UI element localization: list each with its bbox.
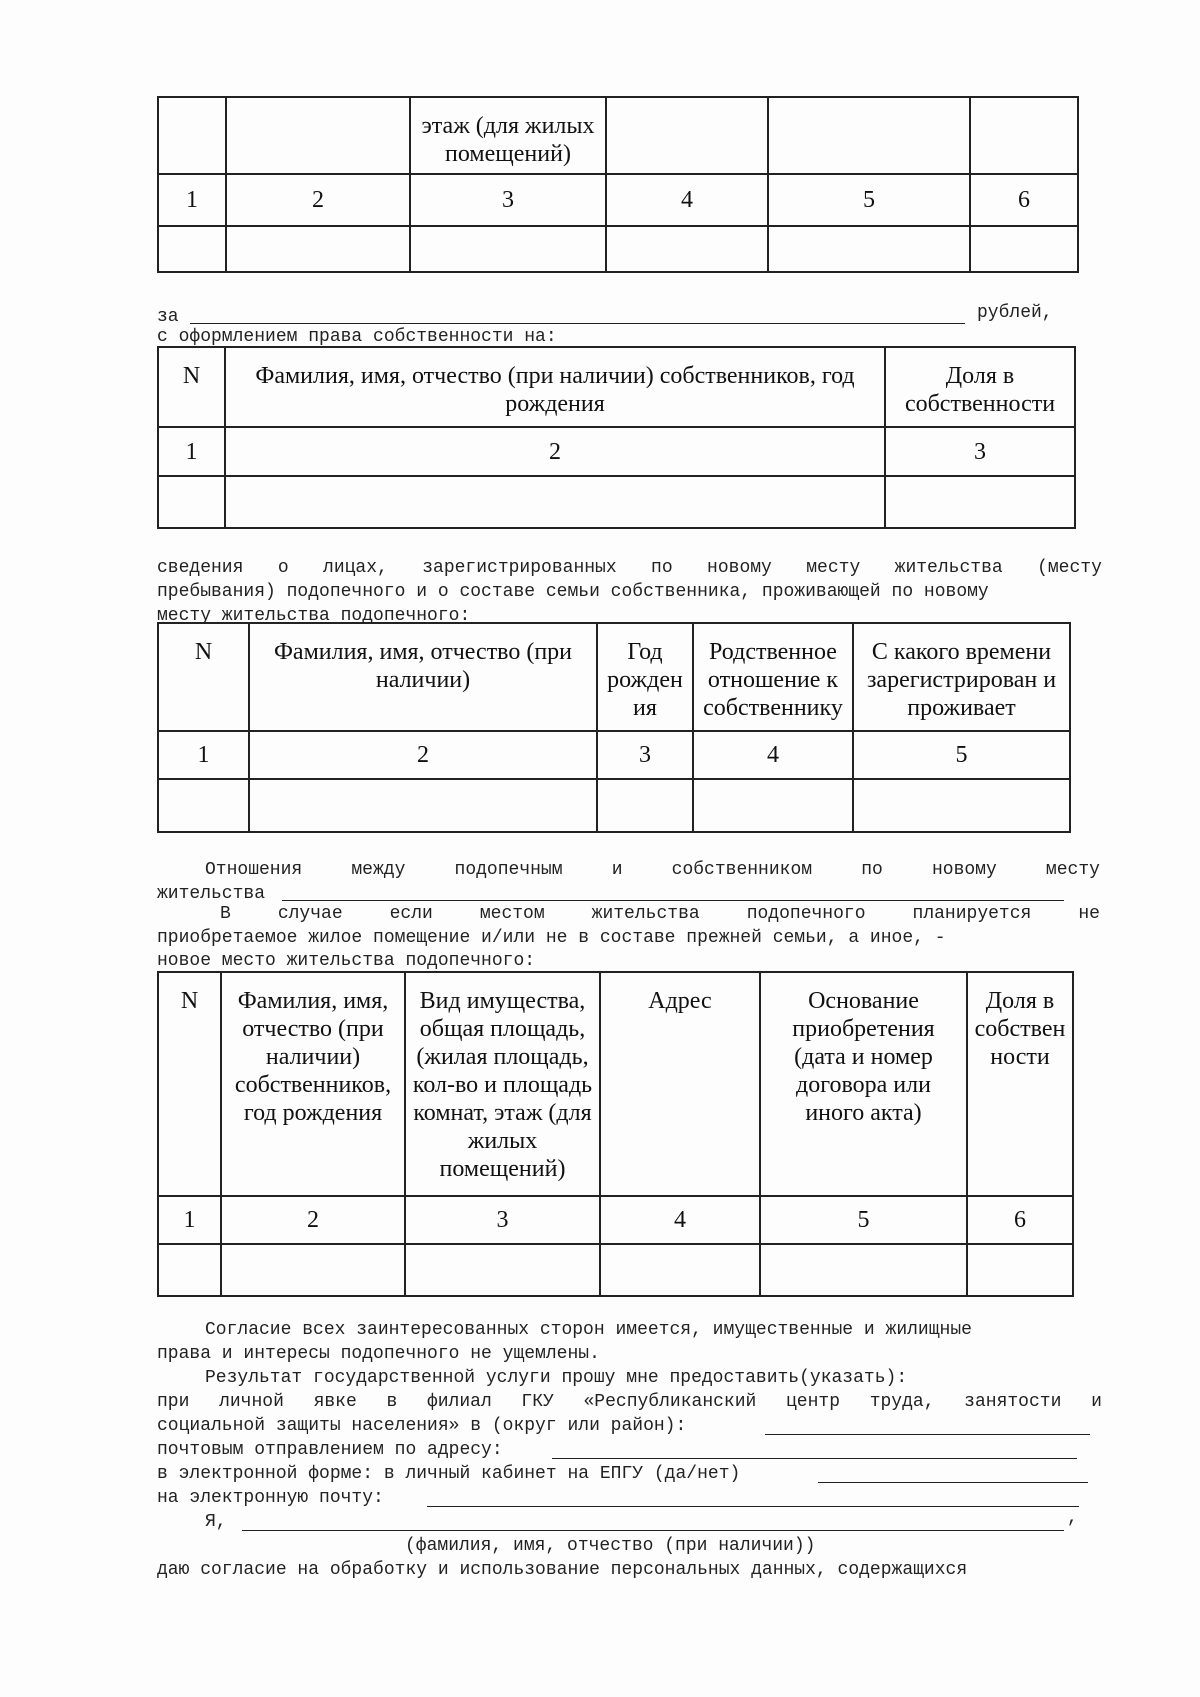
t4-empty-cell[interactable] <box>158 1244 221 1296</box>
word: (месту <box>1037 558 1102 578</box>
t1-empty-cell[interactable] <box>768 226 970 272</box>
t3-col-number: 2 <box>249 731 597 779</box>
t3-header-fio: Фамилия, имя, отчество (при наличии) <box>249 623 597 731</box>
word: явке <box>313 1392 357 1412</box>
word: при <box>157 1392 190 1412</box>
case-line2: приобретаемое жилое помещение и/или не в составе прежней семьи, а иное, - <box>157 928 946 948</box>
t3-empty-cell[interactable] <box>853 779 1070 832</box>
t3-col-number: 5 <box>853 731 1070 779</box>
word: зарегистрированных <box>422 558 617 578</box>
i-label: Я, <box>205 1512 227 1532</box>
t4-empty-cell[interactable] <box>600 1244 760 1296</box>
case-line1 <box>220 904 1100 924</box>
word: В <box>220 904 231 924</box>
word: жительства <box>894 558 1003 578</box>
word: по <box>651 558 673 578</box>
t3-header-year: Год рожден ия <box>597 623 693 731</box>
word: о <box>277 558 289 578</box>
t4-header-property: Вид имущества, общая площадь, (жилая площадь, кол-во и площадь комнат, этаж (для жилых помещений) <box>405 972 600 1196</box>
t1-col-number: 6 <box>970 174 1078 226</box>
t3-empty-cell[interactable] <box>597 779 693 832</box>
price-prefix: за <box>157 307 179 327</box>
epgu-field[interactable] <box>818 1482 1088 1483</box>
t2-empty-cell[interactable] <box>225 476 885 528</box>
registered-intro-line2: пребывания) подопечного и о составе семьи собственника, проживающей по новому <box>157 582 989 602</box>
t4-header-address: Адрес <box>600 972 760 1196</box>
t2-header-n: N <box>158 347 225 427</box>
word: центр <box>786 1392 841 1412</box>
district-field[interactable] <box>765 1434 1090 1435</box>
t3-header-since: С какого времени зарегистрирован и проживает <box>853 623 1070 731</box>
t1-empty-cell[interactable] <box>226 226 410 272</box>
word: не <box>1078 904 1100 924</box>
t1-head-col3: этаж (для жилых помещений) <box>410 97 606 174</box>
registered-persons-table <box>157 622 1071 833</box>
t4-empty-cell[interactable] <box>221 1244 405 1296</box>
fio-field[interactable] <box>242 1530 1064 1531</box>
word: случае <box>277 904 343 924</box>
relations-line2: жительства <box>157 884 266 904</box>
t4-col-number: 4 <box>600 1196 760 1244</box>
t2-col-number: 3 <box>885 427 1075 476</box>
fio-caption: (фамилия, имя, отчество (при наличии)) <box>405 1536 816 1556</box>
t4-header-share: Доля в собствен ности <box>967 972 1073 1196</box>
t3-col-number: 1 <box>158 731 249 779</box>
t3-col-number: 4 <box>693 731 853 779</box>
email-line: на электронную почту: <box>157 1488 384 1508</box>
word: жительства <box>591 904 700 924</box>
word: сведения <box>157 558 244 578</box>
t1-col-number: 2 <box>226 174 410 226</box>
case-line3: новое место жительства подопечного: <box>157 951 536 971</box>
t4-empty-cell[interactable] <box>760 1244 967 1296</box>
t1-col-number: 5 <box>768 174 970 226</box>
word: подопечным <box>454 860 563 880</box>
consent-line2: права и интересы подопечного не ущемлены. <box>157 1344 600 1364</box>
t4-col-number: 1 <box>158 1196 221 1244</box>
t4-empty-cell[interactable] <box>405 1244 600 1296</box>
agree-line: даю согласие на обработку и использование персональных данных, содержащихся <box>157 1560 968 1580</box>
relations-line1 <box>205 860 1100 880</box>
t2-empty-cell[interactable] <box>158 476 225 528</box>
word: личной <box>219 1392 284 1412</box>
t1-head-cell <box>606 97 768 174</box>
new-residence-table <box>157 971 1074 1297</box>
property-table-continued <box>157 96 1079 273</box>
social-line: социальной защиты населения» в (округ или район): <box>157 1416 687 1436</box>
word: месту <box>806 558 861 578</box>
t4-header-n: N <box>158 972 221 1196</box>
t4-empty-cell[interactable] <box>967 1244 1073 1296</box>
t4-col-number: 3 <box>405 1196 600 1244</box>
t3-empty-cell[interactable] <box>158 779 249 832</box>
word: планируется <box>912 904 1032 924</box>
t4-col-number: 6 <box>967 1196 1073 1244</box>
t1-head-cell <box>226 97 410 174</box>
t3-empty-cell[interactable] <box>249 779 597 832</box>
t3-header-n: N <box>158 623 249 731</box>
t2-header-fio: Фамилия, имя, отчество (при наличии) собственников, год рождения <box>225 347 885 427</box>
t1-empty-cell[interactable] <box>158 226 226 272</box>
t3-col-number: 3 <box>597 731 693 779</box>
word: лицах, <box>323 558 388 578</box>
t4-col-number: 5 <box>760 1196 967 1244</box>
word: подопечного <box>746 904 866 924</box>
word: новому <box>931 860 997 880</box>
consent-line1: Согласие всех заинтересованных сторон имеется, имущественные и жилищные <box>205 1320 972 1340</box>
t1-head-cell <box>970 97 1078 174</box>
word: по <box>861 860 883 880</box>
t2-empty-cell[interactable] <box>885 476 1075 528</box>
t4-header-basis: Основание приобретения (дата и номер договора или иного акта) <box>760 972 967 1196</box>
registered-intro-line1 <box>157 558 1102 578</box>
owners-table <box>157 346 1076 529</box>
i-suffix: , <box>1067 1508 1078 1528</box>
t4-header-fio: Фамилия, имя, отчество (при наличии) собственников, год рождения <box>221 972 405 1196</box>
word: если <box>389 904 433 924</box>
t1-empty-cell[interactable] <box>410 226 606 272</box>
t2-col-number: 2 <box>225 427 885 476</box>
word: Отношения <box>205 860 303 880</box>
ownership-intro: с оформлением права собственности на: <box>157 327 557 347</box>
email-field[interactable] <box>427 1506 1079 1507</box>
word: труда, <box>869 1392 935 1412</box>
t1-empty-cell[interactable] <box>970 226 1078 272</box>
word: местом <box>479 904 545 924</box>
relations-field[interactable] <box>282 900 1064 901</box>
personal-visit-line <box>157 1392 1102 1412</box>
word: ГКУ <box>521 1392 554 1412</box>
registered-intro-line3: месту жительства подопечного: <box>157 606 471 626</box>
price-suffix: рублей, <box>977 303 1053 323</box>
t1-head-cell <box>768 97 970 174</box>
word: между <box>351 860 406 880</box>
t2-col-number: 1 <box>158 427 225 476</box>
mail-address-field[interactable] <box>552 1458 1077 1459</box>
word: «Республиканский <box>583 1392 757 1412</box>
word: филиал <box>426 1392 492 1412</box>
word: и <box>1091 1392 1102 1412</box>
t2-header-share: Доля в собственности <box>885 347 1075 427</box>
t1-col-number: 3 <box>410 174 606 226</box>
word: собственником <box>671 860 813 880</box>
word: и <box>611 860 623 880</box>
word: занятости <box>964 1392 1062 1412</box>
mail-line: почтовым отправлением по адресу: <box>157 1440 503 1460</box>
t4-col-number: 2 <box>221 1196 405 1244</box>
electronic-line: в электронной форме: в личный кабинет на ЕПГУ (да/нет) <box>157 1464 741 1484</box>
price-field[interactable] <box>190 323 965 324</box>
t1-empty-cell[interactable] <box>606 226 768 272</box>
t1-col-number: 1 <box>158 174 226 226</box>
t1-col-number: 4 <box>606 174 768 226</box>
word: в <box>386 1392 398 1412</box>
t3-header-relation: Родственное отношение к собственнику <box>693 623 853 731</box>
word: месту <box>1045 860 1100 880</box>
word: новому <box>707 558 772 578</box>
result-line: Результат государственной услуги прошу мне предоставить(указать): <box>205 1368 908 1388</box>
t3-empty-cell[interactable] <box>693 779 853 832</box>
t1-head-cell <box>158 97 226 174</box>
